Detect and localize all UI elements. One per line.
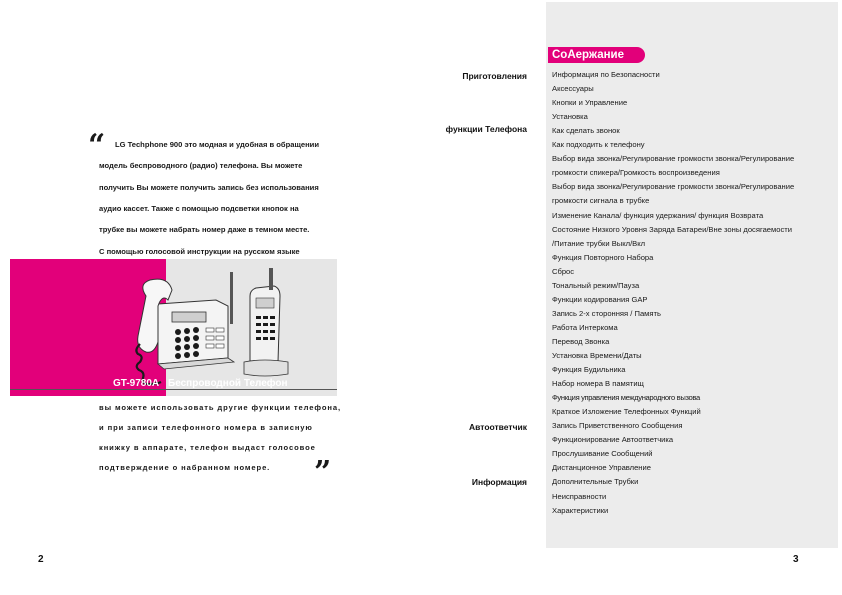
toc-entry: Тональный режим/Пауза — [552, 280, 640, 290]
toc-entry: Дополнительные Трубки — [552, 477, 639, 487]
section-heading: Информация — [471, 477, 527, 487]
toc-entry: Функции кодирования GAP — [552, 294, 648, 304]
toc-entry: Функция Будильника — [552, 365, 626, 375]
toc-entry: громкости спикера/Громкость воспроизведения — [552, 168, 720, 178]
toc-entry: Сброс — [552, 266, 575, 276]
intro-line: аудио кассет. Также с помощью подсветки кнопок на — [99, 203, 299, 213]
toc-entry: Характеристики — [552, 505, 609, 515]
outro-line: книжку в аппарате, телефон выдаст голосовое — [99, 443, 316, 452]
cordless-phone-illustration — [88, 266, 298, 390]
toc-entry: Дистанционное Управление — [552, 463, 651, 473]
toc-entry: Кнопки и Управление — [552, 98, 628, 108]
toc-entry: Набор номера В памятищ — [552, 379, 644, 389]
toc-entry: Информация по Безопасности — [552, 70, 660, 79]
section-heading: Автоответчик — [469, 422, 527, 432]
toc-entry: Установка Времени/Даты — [552, 351, 642, 360]
product-model-label: GT-9780A — [113, 378, 160, 389]
contents-title: СоАержание — [548, 47, 645, 63]
toc-entry: Изменение Канала/ функция удержания/ функция Возврата — [552, 210, 764, 220]
toc-entry: Установка — [552, 112, 588, 122]
page-number-left: 2 — [38, 554, 44, 565]
toc-entry: Перевод Звонка — [552, 336, 610, 346]
toc-entry: Работа Интеркома — [552, 322, 618, 332]
section-heading: функции Телефона — [445, 124, 527, 134]
photo-divider — [10, 389, 337, 390]
outro-line: подтверждение о набранном номере. — [99, 463, 271, 472]
intro-line: модель беспроводного (радио) телефона. Вы можете — [99, 161, 303, 171]
toc-entry: Выбор вида звонка/Регулирование громкости звонка/Регулирование — [552, 154, 795, 164]
section-heading: Приготовления — [462, 71, 527, 81]
toc-entry: Состояние Низкого Уровня Заряда Батареи/Вне зоны досягаемости — [552, 224, 792, 234]
outro-line: вы можете использовать другие функции телефона, — [99, 403, 342, 412]
toc-entry: Функция управления международного вызова — [552, 393, 700, 403]
product-description-label: Беспроводной Телефон — [168, 378, 288, 389]
toc-entry: Неисправности — [552, 491, 607, 501]
open-quote-icon: “ — [88, 128, 103, 163]
intro-line: LG Techphone 900 это модная и удобная в обращении — [115, 140, 320, 149]
intro-line: С помощью голосовой инструкции на русском языке — [99, 246, 300, 256]
toc-entry: Краткое Изложение Телефонных Функций — [552, 407, 701, 417]
toc-entry: Функция Повторного Набора — [552, 252, 654, 262]
toc-entry: Аксессуары — [552, 84, 594, 94]
intro-line: трубке вы можете набрать номер даже в темном месте. — [99, 225, 310, 235]
toc-entry: Запись Приветственного Сообщения — [552, 421, 683, 431]
intro-line: получить Вы можете получить запись без использования — [99, 182, 319, 192]
page-number-right: 3 — [793, 554, 799, 565]
close-quote-icon: ” — [314, 455, 329, 490]
toc-entry: /Питание трубки Выкл/Вкл — [552, 238, 646, 248]
toc-entry: Выбор вида звонка/Регулирование громкости звонка/Регулирование — [552, 182, 795, 192]
toc-entry: громкости сигнала в трубке — [552, 196, 650, 206]
toc-entry: Запись 2-х сторонняя / Память — [552, 308, 661, 318]
toc-entry: Как подходить к телефону — [552, 140, 645, 150]
toc-entry: Прослушивание Сообщений — [552, 449, 653, 459]
toc-entry: Функционирование Автоответчика — [552, 435, 674, 445]
toc-entry: Как сделать звонок — [552, 126, 620, 136]
outro-line: и при записи телефонного номера в записную — [99, 423, 313, 432]
